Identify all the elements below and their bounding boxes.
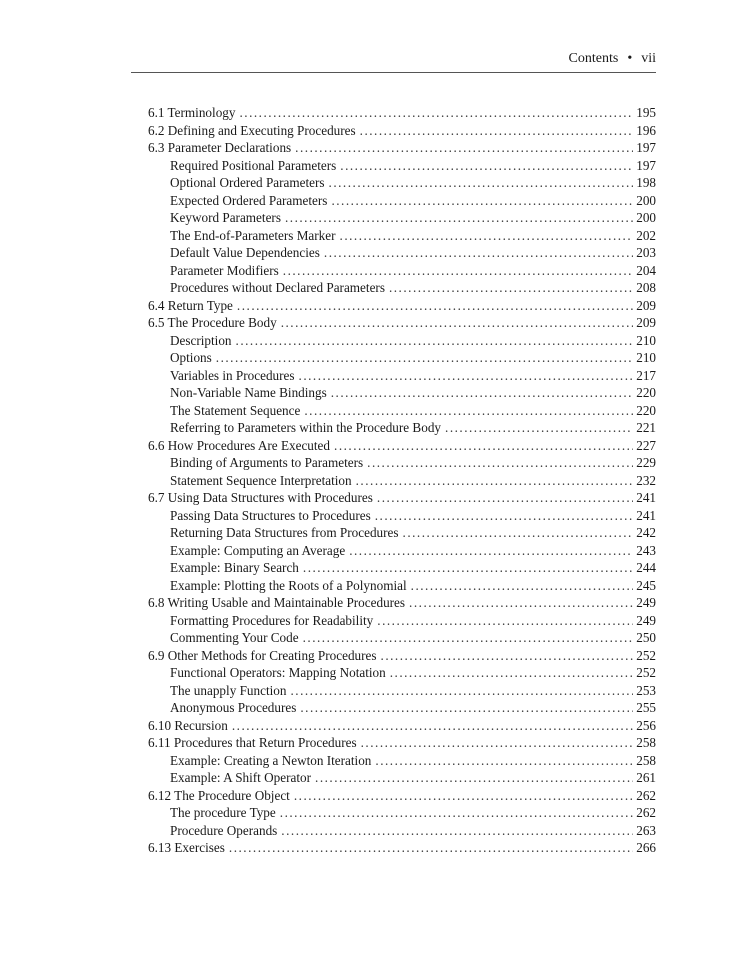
dot-leader [303,559,633,577]
toc-entry-page: 200 [636,192,656,208]
toc-entry-title: Formatting Procedures for Readability [170,612,374,628]
toc-entry-title: Referring to Parameters within the Procedure Body [170,420,442,435]
toc-entry-page: 197 [636,157,656,173]
toc-entry-title: Example: A Shift Operator [170,770,312,785]
running-header [131,50,656,73]
dot-leader [281,314,634,332]
toc-subsection-entry[interactable] [148,542,656,560]
table-of-contents [148,104,656,857]
toc-entry-page: 255 [636,700,656,715]
toc-entry-title: Functional Operators: Mapping Notation [170,665,386,680]
toc-entry-title: Procedures without Declared Parameters [170,280,385,295]
toc-entry-page: 253 [636,682,656,698]
toc-section-entry[interactable] [148,104,656,122]
dot-leader [290,682,633,700]
toc-section-entry[interactable] [148,122,656,140]
toc-entry-page: 252 [636,647,656,663]
dot-leader [229,839,633,857]
dot-leader [329,174,634,192]
toc-entry-title: Anonymous Procedures [170,700,297,715]
toc-subsection-entry[interactable] [148,332,656,350]
toc-subsection-entry[interactable] [148,209,656,227]
dot-leader [360,122,634,140]
toc-section-entry[interactable] [148,314,656,332]
toc-entry-page: 262 [636,805,656,820]
toc-subsection-entry[interactable] [148,454,656,472]
toc-subsection-entry[interactable] [148,804,656,822]
toc-entry-title: The End-of-Parameters Marker [170,227,336,243]
toc-entry-page: 229 [636,455,656,470]
dot-leader [239,104,633,122]
running-header-bullet: • [627,51,633,66]
toc-entry-page: 266 [636,840,656,855]
toc-entry-title: Example: Plotting the Roots of a Polynomial [170,577,407,593]
dot-leader [331,192,633,210]
toc-entry-page: 220 [636,385,656,400]
toc-entry-page: 243 [636,542,656,558]
toc-entry-page: 241 [636,507,656,523]
toc-entry-page: 256 [636,717,656,733]
dot-leader [403,524,634,542]
toc-entry-title: Optional Ordered Parameters [170,175,325,190]
toc-subsection-entry[interactable] [148,419,656,437]
toc-entry-title: 6.3 Parameter Declarations [148,140,292,155]
toc-entry-title: The procedure Type [170,805,276,820]
toc-section-entry[interactable] [148,787,656,805]
toc-entry-title: 6.11 Procedures that Return Procedures [148,735,357,750]
toc-entry-title: Binding of Arguments to Parameters [170,455,364,470]
dot-leader [375,507,634,525]
dot-leader [285,209,633,227]
toc-entry-page: 258 [636,735,656,750]
toc-subsection-entry[interactable] [148,174,656,192]
dot-leader [334,437,633,455]
dot-leader [356,472,634,490]
toc-subsection-entry[interactable] [148,524,656,542]
toc-subsection-entry[interactable] [148,472,656,490]
toc-entry-page: 258 [636,752,656,768]
toc-entry-page: 203 [636,245,656,260]
toc-section-entry[interactable] [148,437,656,455]
toc-entry-title: 6.9 Other Methods for Creating Procedures [148,647,377,663]
toc-entry-page: 209 [636,315,656,330]
dot-leader [237,297,633,315]
toc-entry-title: 6.5 The Procedure Body [148,315,277,330]
dot-leader [315,769,633,787]
dot-leader [324,244,633,262]
toc-entry-title: 6.10 Recursion [148,717,228,733]
toc-entry-title: Required Positional Parameters [170,157,337,173]
running-header-text [569,51,656,67]
toc-entry-title: 6.2 Defining and Executing Procedures [148,122,356,138]
toc-entry-title: Statement Sequence Interpretation [170,472,352,488]
toc-entry-title: 6.6 How Procedures Are Executed [148,437,331,453]
toc-subsection-entry[interactable] [148,822,656,840]
dot-leader [445,419,633,437]
toc-entry-title: 6.4 Return Type [148,297,233,313]
dot-leader [381,647,634,665]
toc-entry-title: 6.12 The Procedure Object [148,787,290,803]
toc-entry-title: Options [170,350,212,365]
toc-subsection-entry[interactable] [148,629,656,647]
dot-leader [377,489,633,507]
toc-subsection-entry[interactable] [148,367,656,385]
dot-leader [232,717,633,735]
toc-entry-page: 232 [636,472,656,488]
toc-entry-page: 250 [636,630,656,645]
toc-section-entry[interactable] [148,647,656,665]
toc-subsection-entry[interactable] [148,769,656,787]
dot-leader [375,752,633,770]
toc-entry-title: 6.8 Writing Usable and Maintainable Procedures [148,595,406,610]
toc-subsection-entry[interactable] [148,384,656,402]
toc-entry-title: Expected Ordered Parameters [170,192,328,208]
toc-entry-page: 210 [636,332,656,348]
dot-leader [340,157,633,175]
toc-entry-page: 221 [636,420,656,435]
toc-entry-title: Commenting Your Code [170,630,299,645]
toc-subsection-entry[interactable] [148,577,656,595]
toc-entry-title: The unapply Function [170,682,287,698]
dot-leader [300,699,633,717]
dot-leader [294,787,633,805]
dot-leader [283,262,633,280]
running-header-title: Contents [568,51,619,66]
toc-entry-page: 202 [636,227,656,243]
dot-leader [295,139,633,157]
toc-entry-title: Default Value Dependencies [170,245,320,260]
dot-leader [304,402,633,420]
toc-entry-page: 245 [636,577,656,593]
dot-leader [411,577,634,595]
toc-entry-title: Description [170,332,232,348]
dot-leader [216,349,633,367]
toc-subsection-entry[interactable] [148,752,656,770]
dot-leader [377,612,633,630]
toc-entry-page: 249 [636,595,656,610]
toc-subsection-entry[interactable] [148,402,656,420]
toc-entry-title: Parameter Modifiers [170,262,279,278]
toc-subsection-entry[interactable] [148,244,656,262]
toc-subsection-entry[interactable] [148,262,656,280]
toc-entry-page: 210 [636,350,656,365]
toc-entry-page: 220 [636,402,656,418]
toc-entry-page: 241 [636,490,656,505]
toc-section-entry[interactable] [148,594,656,612]
dot-leader [349,542,633,560]
toc-subsection-entry[interactable] [148,279,656,297]
toc-entry-page: 252 [636,665,656,680]
toc-entry-page: 261 [636,770,656,785]
toc-subsection-entry[interactable] [148,192,656,210]
page-number: vii [641,51,656,66]
toc-subsection-entry[interactable] [148,699,656,717]
dot-leader [389,279,633,297]
dot-leader [281,822,633,840]
toc-entry-page: 198 [636,175,656,190]
toc-entry-page: 197 [636,140,656,155]
toc-subsection-entry[interactable] [148,612,656,630]
toc-entry-page: 249 [636,612,656,628]
toc-entry-page: 217 [636,367,656,383]
toc-entry-title: Returning Data Structures from Procedures [170,525,399,540]
toc-entry-page: 262 [636,787,656,803]
toc-entry-title: 6.1 Terminology [148,105,236,120]
toc-entry-page: 195 [636,105,656,120]
toc-section-entry[interactable] [148,489,656,507]
toc-subsection-entry[interactable] [148,349,656,367]
toc-subsection-entry[interactable] [148,507,656,525]
toc-subsection-entry[interactable] [148,157,656,175]
toc-entry-page: 227 [636,437,656,453]
toc-subsection-entry[interactable] [148,682,656,700]
toc-entry-page: 263 [636,822,656,838]
toc-entry-page: 200 [636,210,656,225]
toc-entry-page: 204 [636,262,656,278]
toc-entry-title: Example: Computing an Average [170,542,346,558]
dot-leader [361,734,634,752]
toc-subsection-entry[interactable] [148,227,656,245]
toc-entry-title: 6.7 Using Data Structures with Procedures [148,490,373,505]
toc-section-entry[interactable] [148,717,656,735]
toc-entry-title: The Statement Sequence [170,402,301,418]
dot-leader [409,594,633,612]
toc-entry-title: Non-Variable Name Bindings [170,385,327,400]
toc-entry-title: Keyword Parameters [170,210,281,225]
dot-leader [236,332,634,350]
toc-entry-title: Procedure Operands [170,822,278,838]
dot-leader [303,629,634,647]
toc-entry-title: Example: Binary Search [170,560,299,575]
toc-subsection-entry[interactable] [148,559,656,577]
toc-entry-title: 6.13 Exercises [148,840,225,855]
toc-entry-title: Example: Creating a Newton Iteration [170,752,372,768]
toc-entry-title: Passing Data Structures to Procedures [170,507,371,523]
dot-leader [280,804,633,822]
dot-leader [299,367,634,385]
toc-section-entry[interactable] [148,734,656,752]
toc-entry-page: 244 [636,560,656,575]
dot-leader [390,664,633,682]
toc-entry-page: 208 [636,280,656,295]
toc-entry-page: 196 [636,122,656,138]
toc-entry-page: 209 [636,297,656,313]
toc-entry-page: 242 [636,525,656,540]
toc-entry-title: Variables in Procedures [170,367,295,383]
dot-leader [340,227,634,245]
toc-subsection-entry[interactable] [148,664,656,682]
dot-leader [331,384,633,402]
toc-section-entry[interactable] [148,297,656,315]
toc-section-entry[interactable] [148,839,656,857]
toc-section-entry[interactable] [148,139,656,157]
dot-leader [367,454,633,472]
